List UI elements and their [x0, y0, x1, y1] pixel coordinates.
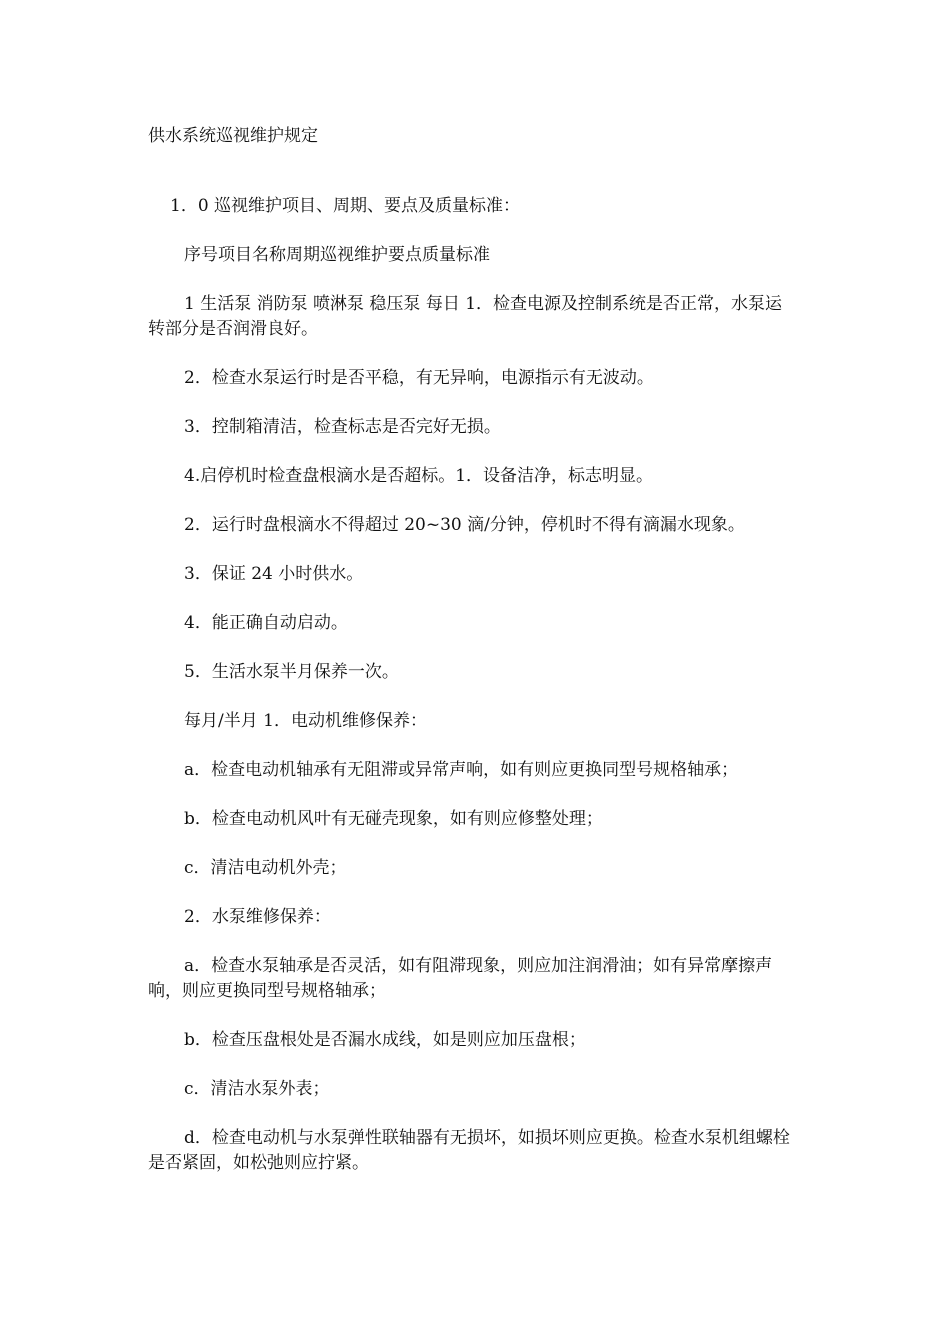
paragraph: 2．水泵维修保养： [184, 907, 331, 927]
paragraph: b．检查电动机风叶有无碰壳现象，如有则应修整处理； [184, 809, 603, 829]
paragraph: 5．生活水泵半月保养一次。 [184, 662, 399, 682]
paragraph: c．清洁水泵外表； [184, 1079, 330, 1099]
document-page [148, 124, 798, 1200]
paragraph: d．检查电动机与水泵弹性联轴器有无损坏，如损坏则应更换。检查水泵机组螺栓是否紧固，如松弛则应拧紧。 [148, 1128, 790, 1173]
paragraph: 每月/半月 1．电动机维修保养： [184, 711, 427, 731]
paragraph: 2．检查水泵运行时是否平稳，有无异响，电源指示有无波动。 [184, 368, 654, 388]
paragraph-section-heading: 1．0 巡视维护项目、周期、要点及质量标准： [170, 196, 521, 216]
paragraph: b．检查压盘根处是否漏水成线，如是则应加压盘根； [184, 1030, 586, 1050]
paragraph: 4．能正确自动启动。 [184, 613, 348, 633]
paragraph: 3．控制箱清洁，检查标志是否完好无损。 [184, 417, 501, 437]
paragraph: a．检查电动机轴承有无阻滞或异常声响，如有则应更换同型号规格轴承； [184, 760, 739, 780]
paragraph: 2．运行时盘根滴水不得超过 20~30 滴/分钟，停机时不得有滴漏水现象。 [184, 515, 745, 535]
paragraph-table-header: 序号项目名称周期巡视维护要点质量标准 [184, 245, 490, 265]
paragraph: c．清洁电动机外壳； [184, 858, 347, 878]
paragraph: 4.启停机时检查盘根滴水是否超标。1．设备洁净，标志明显。 [184, 466, 654, 486]
paragraph: 1 生活泵 消防泵 喷淋泵 稳压泵 每日 1．检查电源及控制系统是否正常，水泵运转部分是否润滑良好。 [148, 294, 783, 339]
document-title: 供水系统巡视维护规定 [148, 126, 318, 146]
paragraph: 3．保证 24 小时供水。 [184, 564, 364, 584]
paragraph: a．检查水泵轴承是否灵活，如有阻滞现象，则应加注润滑油；如有异常摩擦声响，则应更换同型号规格轴承； [148, 956, 773, 1001]
